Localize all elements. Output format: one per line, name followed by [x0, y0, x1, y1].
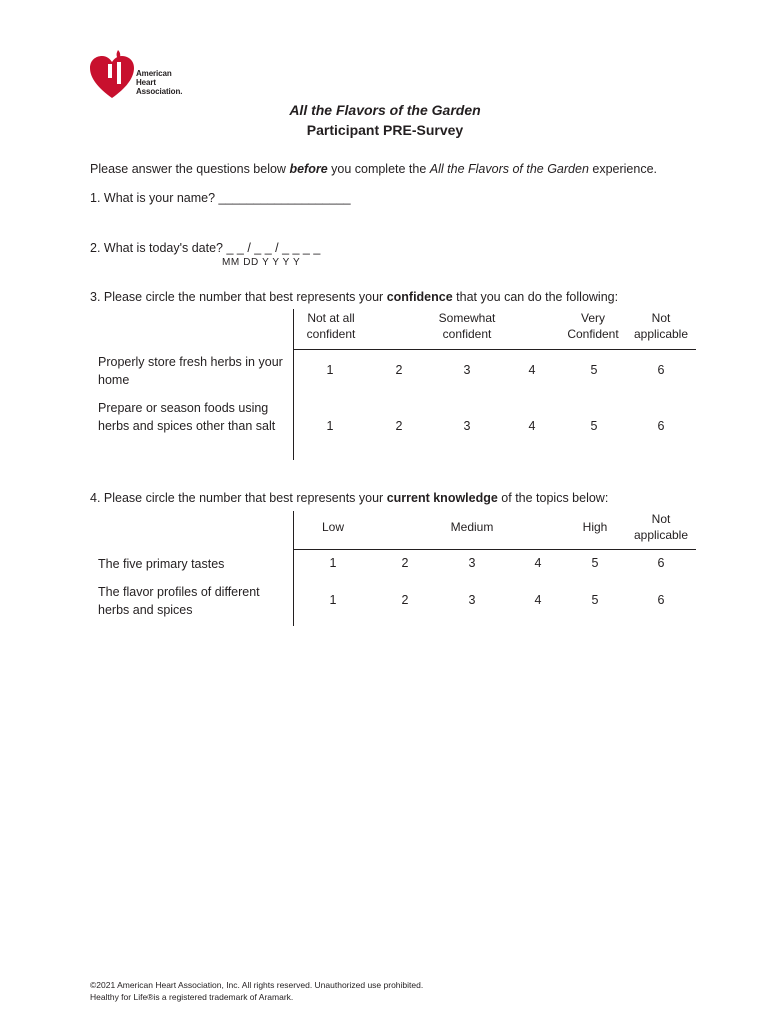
q3-header-somewhat-confident: Somewhat confident: [438, 311, 496, 341]
q3-row2-option[interactable]: 4: [528, 419, 536, 433]
survey-title: All the Flavors of the Garden: [289, 102, 481, 118]
logo-wordmark: American Heart Association.: [136, 69, 183, 96]
q3-column-divider: [293, 309, 294, 460]
q3-row1-option[interactable]: 4: [528, 363, 536, 377]
q4-column-divider: [293, 511, 294, 626]
q4-row2-option[interactable]: 5: [591, 593, 599, 607]
q3-header-not-at-all-confident: Not at all confident: [306, 311, 356, 341]
copyright-footer: ©2021 American Heart Association, Inc. All rights reserved. Unauthorized use prohibited. Healthy for Life®is a registered trademark of Aramark.: [90, 980, 424, 1002]
q3-row-label: Properly store fresh herbs in your home: [98, 355, 283, 387]
q4-row-label: The flavor profiles of different herbs and spices: [98, 585, 260, 617]
date-format-hint: MM DD Y Y Y Y: [222, 257, 301, 268]
q3-header-rule: [294, 349, 696, 350]
q3-row2-option[interactable]: 1: [326, 419, 334, 433]
q4-row2-option[interactable]: 4: [534, 593, 542, 607]
q3-row1-option[interactable]: 1: [326, 363, 334, 377]
q4-header-rule: [294, 549, 696, 550]
q3-header-not-applicable: Not applicable: [633, 311, 689, 341]
q4-row2-option[interactable]: 3: [468, 593, 476, 607]
q4-row1-option[interactable]: 3: [468, 556, 476, 570]
q4-row1-option[interactable]: 5: [591, 556, 599, 570]
q3-row2-option[interactable]: 3: [463, 419, 471, 433]
q4-row2-option[interactable]: 6: [657, 593, 665, 607]
intro-text: Please answer the questions below before you complete the All the Flavors of the Garden experience.: [90, 162, 658, 176]
q3-row2-option[interactable]: 6: [657, 419, 665, 433]
q3-row1-option[interactable]: 2: [395, 363, 403, 377]
q3-row1-option[interactable]: 3: [463, 363, 471, 377]
q4-row1-option[interactable]: 4: [534, 556, 542, 570]
q4-header-high: High: [582, 520, 608, 534]
q3-row-label: Prepare or season foods using herbs and spices other than salt: [98, 401, 276, 433]
q4-row2-option[interactable]: 2: [401, 593, 409, 607]
document-title: [0, 100, 770, 140]
q4-header-low: Low: [321, 520, 344, 534]
q3-row1-option[interactable]: 5: [590, 363, 598, 377]
q4-header-medium: Medium: [450, 520, 494, 534]
q3-row2-option[interactable]: 5: [590, 419, 598, 433]
question-3-prompt: 3. Please circle the number that best represents your confidence that you can do the following:: [90, 290, 619, 304]
q3-row1-option[interactable]: 6: [657, 363, 665, 377]
q4-row-label: The five primary tastes: [98, 557, 225, 571]
q4-row2-option[interactable]: 1: [329, 593, 337, 607]
question-1-name[interactable]: 1. What is your name? ___________________: [90, 191, 351, 205]
survey-subtitle: Participant PRE-Survey: [306, 122, 464, 138]
q4-header-not-applicable: Not applicable: [633, 512, 689, 542]
q3-row2-option[interactable]: 2: [395, 419, 403, 433]
q4-row1-option[interactable]: 1: [329, 556, 337, 570]
q4-row1-option[interactable]: 6: [657, 556, 665, 570]
q4-row1-option[interactable]: 2: [401, 556, 409, 570]
question-4-prompt: 4. Please circle the number that best represents your current knowledge of the topics below:: [90, 491, 609, 505]
q3-header-very-confident: Very Confident: [567, 311, 619, 341]
question-2-date[interactable]: 2. What is today's date? _ _ / _ _ / _ _ _ _: [90, 241, 321, 255]
